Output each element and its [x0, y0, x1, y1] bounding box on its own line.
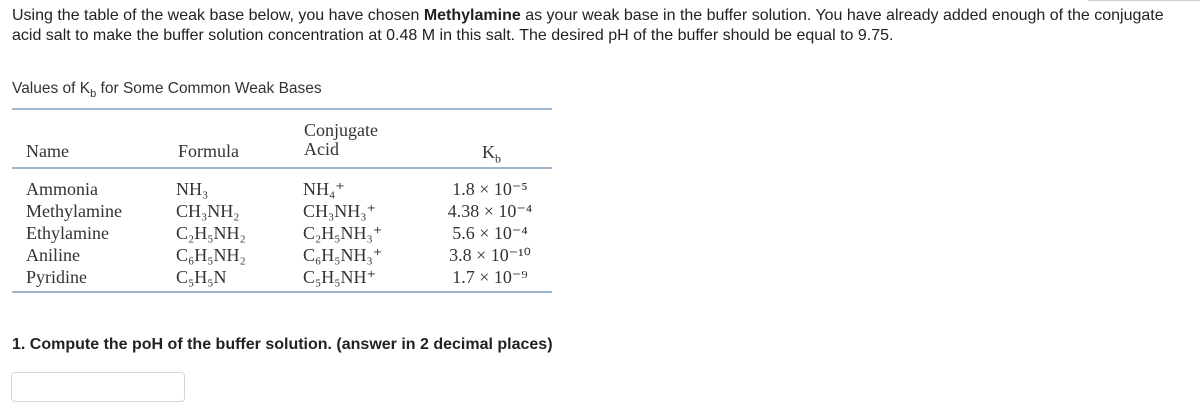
table-cell-conjugate: NH₄⁺	[303, 179, 345, 199]
table-cell-kb: 1.8 × 10⁻⁵	[452, 179, 528, 199]
header-name: Name	[26, 141, 69, 161]
formula-column	[176, 178, 246, 288]
table-cell-conjugate: C₆H₅NH₃⁺	[303, 245, 383, 265]
question-text: 1. Compute the poH of the buffer solution. (answer in 2 decimal places)	[12, 336, 553, 353]
header-formula: Formula	[178, 141, 239, 161]
table-cell-kb: 1.7 × 10⁻⁹	[452, 267, 528, 287]
table-cell-name: Pyridine	[26, 267, 87, 287]
table-cell-name: Ethylamine	[26, 223, 109, 243]
top-border-line	[1088, 0, 1200, 1]
table-caption: Values of $K_b$ for Some Common Weak Bases	[12, 80, 322, 101]
table-cell-formula: C₅H₅N	[176, 267, 227, 287]
table-bottom-rule	[12, 291, 552, 293]
table-cell-formula: NH₃	[176, 179, 209, 199]
table-top-rule	[12, 108, 552, 110]
table-cell-kb: 3.8 × 10⁻¹⁰	[449, 245, 531, 265]
header-kb: $K_b$	[482, 142, 501, 166]
table-cell-kb: 5.6 × 10⁻⁴	[452, 223, 528, 243]
table-cell-conjugate: CH₃NH₃⁺	[303, 201, 377, 221]
kb-column	[420, 178, 560, 288]
problem-statement	[12, 6, 1192, 46]
table-cell-formula: C₂H₅NH₂	[176, 223, 246, 243]
table-cell-name: Ammonia	[26, 179, 98, 199]
table-cell-name: Aniline	[26, 245, 80, 265]
intro-text-1: Using the table of the weak base below, you have chosen	[12, 7, 424, 24]
chosen-base-name: Methylamine	[423, 7, 521, 24]
table-cell-name: Methylamine	[26, 201, 122, 221]
table-header-rule	[12, 167, 552, 169]
conjugate-acid-column	[303, 178, 382, 288]
table-cell-kb: 4.38 × 10⁻⁴	[447, 201, 533, 221]
header-conjugate-acid: Conjugate Acid	[304, 120, 378, 159]
table-cell-conjugate: C₂H₅NH₃⁺	[303, 223, 383, 243]
intro-text-2: as your weak base in the buffer solution. You have already added enough of the conjugate acid salt to make the buffer solution concentration at 0.48 M in this salt. The desired pH of the buffer should be equal to 9.75.	[12, 7, 1164, 44]
answer-input[interactable]	[11, 372, 185, 402]
table-cell-formula: C₆H₅NH₂	[176, 245, 246, 265]
table-cell-conjugate: C₅H₅NH⁺	[303, 267, 377, 287]
table-cell-formula: CH₃NH₂	[176, 201, 240, 221]
name-column	[26, 178, 122, 288]
